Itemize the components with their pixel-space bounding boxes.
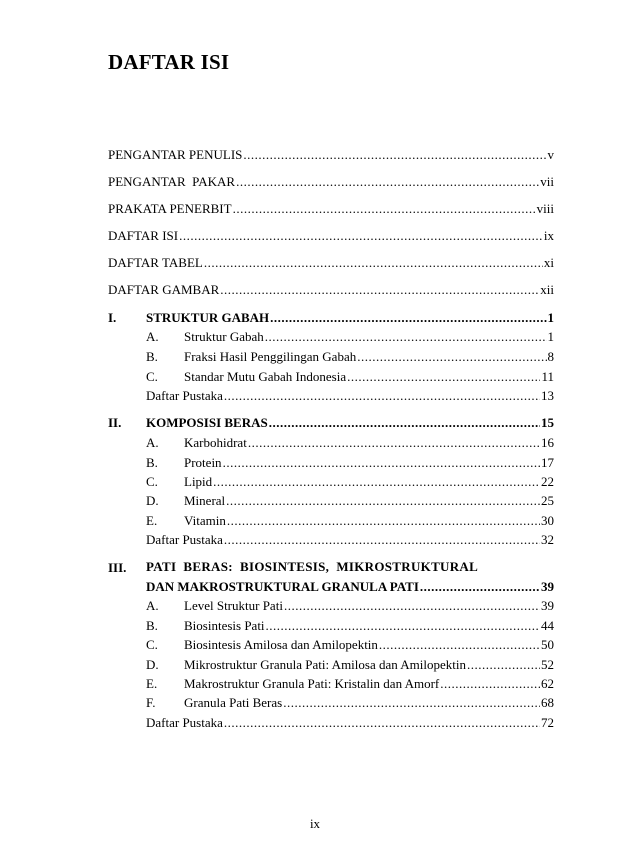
dot-leader <box>420 578 540 595</box>
dot-leader <box>224 387 540 404</box>
toc-page-number: 17 <box>541 455 554 470</box>
toc-entry-front[interactable] <box>108 146 554 163</box>
toc-page-number: 16 <box>541 435 554 450</box>
toc-section-entry[interactable] <box>184 328 554 345</box>
section-letter: A. <box>146 329 159 344</box>
toc-page-number: 68 <box>541 695 554 710</box>
toc-entry-label: DAFTAR GAMBAR <box>108 282 220 297</box>
dot-leader <box>226 492 540 509</box>
section-letter: C. <box>146 474 158 489</box>
toc-page-number: 13 <box>541 388 554 403</box>
section-letter: A. <box>146 598 159 613</box>
dot-leader <box>223 454 540 471</box>
toc-entry-label: PENGANTAR PAKAR <box>108 174 236 189</box>
section-letter: D. <box>146 493 159 508</box>
toc-entry-label: PENGANTAR PENULIS <box>108 147 243 162</box>
section-letter: E. <box>146 676 158 691</box>
dot-leader <box>284 597 540 614</box>
section-label: Lipid <box>184 474 213 489</box>
dot-leader <box>379 636 540 653</box>
section-label: Fraksi Hasil Penggilingan Gabah <box>184 349 357 364</box>
toc-entry-label: PRAKATA PENERBIT <box>108 201 232 216</box>
toc-chapter-entry[interactable] <box>146 309 554 326</box>
toc-page-number: vii <box>540 174 554 189</box>
toc-page-number: 44 <box>541 618 554 633</box>
toc-section-entry[interactable] <box>184 348 554 365</box>
toc-entry-front[interactable] <box>108 254 554 271</box>
toc-entry-front[interactable] <box>108 281 554 298</box>
dot-leader <box>227 512 540 529</box>
toc-page-number: 15 <box>541 415 554 430</box>
toc-references-entry[interactable] <box>146 387 554 404</box>
dot-leader <box>265 328 547 345</box>
section-label: Protein <box>184 455 222 470</box>
section-label: Level Struktur Pati <box>184 598 283 613</box>
dot-leader <box>357 348 546 365</box>
toc-page-number: v <box>547 147 554 162</box>
toc-entry-front[interactable] <box>108 200 554 217</box>
chapter-number: III. <box>108 560 127 575</box>
toc-page-number: 8 <box>547 349 554 364</box>
toc-page-number: viii <box>536 201 554 216</box>
toc-page-number: 72 <box>541 715 554 730</box>
toc-page-number: 22 <box>541 474 554 489</box>
section-label: Struktur Gabah <box>184 329 264 344</box>
toc-page-number: 1 <box>547 329 554 344</box>
toc-page-number: xii <box>540 282 554 297</box>
section-label: Granula Pati Beras <box>184 695 283 710</box>
dot-leader <box>236 173 539 190</box>
section-label: Mikrostruktur Granula Pati: Amilosa dan Amilopektin <box>184 657 467 672</box>
toc-section-entry[interactable] <box>184 512 554 529</box>
toc-page-number: ix <box>543 228 554 243</box>
dot-leader <box>179 227 543 244</box>
toc-page-number: 1 <box>547 310 554 325</box>
section-letter: E. <box>146 513 158 528</box>
toc-page-number: 52 <box>541 657 554 672</box>
toc-entry-front[interactable] <box>108 227 554 244</box>
chapter-number: I. <box>108 310 117 325</box>
toc-section-entry[interactable] <box>184 694 554 711</box>
dot-leader <box>266 617 540 634</box>
dot-leader <box>243 146 546 163</box>
references-label: Daftar Pustaka <box>146 532 223 547</box>
toc-page-number: 32 <box>541 532 554 547</box>
toc-section-entry[interactable] <box>184 636 554 653</box>
dot-leader <box>224 714 540 731</box>
dot-leader <box>269 414 540 431</box>
dot-leader <box>347 368 540 385</box>
references-label: Daftar Pustaka <box>146 715 223 730</box>
toc-page-number: 62 <box>541 676 554 691</box>
dot-leader <box>224 531 540 548</box>
toc-section-entry[interactable] <box>184 617 554 634</box>
dot-leader <box>248 434 540 451</box>
dot-leader <box>283 694 540 711</box>
toc-section-entry[interactable] <box>184 368 554 385</box>
section-label: Makrostruktur Granula Pati: Kristalin dan Amorf <box>184 676 440 691</box>
dot-leader <box>204 254 543 271</box>
references-label: Daftar Pustaka <box>146 388 223 403</box>
toc-page-number: 50 <box>541 637 554 652</box>
section-letter: C. <box>146 637 158 652</box>
toc-section-entry[interactable] <box>184 656 554 673</box>
dot-leader <box>270 309 546 326</box>
toc-page-number: 25 <box>541 493 554 508</box>
chapter-title: KOMPOSISI BERAS <box>146 415 268 430</box>
chapter-title: DAN MAKROSTRUKTURAL GRANULA PATI <box>146 579 419 594</box>
section-letter: C. <box>146 369 158 384</box>
section-letter: D. <box>146 657 159 672</box>
dot-leader <box>440 675 540 692</box>
toc-entry-front[interactable] <box>108 173 554 190</box>
section-letter: B. <box>146 349 158 364</box>
dot-leader <box>233 200 536 217</box>
section-label: Mineral <box>184 493 226 508</box>
section-label: Biosintesis Amilosa dan Amilopektin <box>184 637 378 652</box>
chapter-number: II. <box>108 415 122 430</box>
toc-references-entry[interactable] <box>146 714 554 731</box>
toc-section-entry[interactable] <box>184 597 554 614</box>
chapter-title-line: PATI BERAS: BIOSINTESIS, MIKROSTRUKTURAL <box>146 559 479 574</box>
toc-section-entry[interactable] <box>184 434 554 451</box>
section-label: Standar Mutu Gabah Indonesia <box>184 369 347 384</box>
dot-leader <box>220 281 539 298</box>
toc-section-entry[interactable] <box>184 454 554 471</box>
footer-page-number: ix <box>309 816 321 831</box>
section-label: Biosintesis Pati <box>184 618 265 633</box>
dot-leader <box>467 656 540 673</box>
toc-entry-label: DAFTAR ISI <box>108 228 179 243</box>
section-letter: B. <box>146 618 158 633</box>
dot-leader <box>213 473 540 490</box>
section-letter: F. <box>146 695 156 710</box>
toc-page-number: 39 <box>541 579 554 594</box>
section-letter: A. <box>146 435 159 450</box>
toc-page-number: 39 <box>541 598 554 613</box>
page-title: DAFTAR ISI <box>108 50 230 74</box>
toc-chapter-entry[interactable] <box>146 414 554 431</box>
chapter-title: STRUKTUR GABAH <box>146 310 270 325</box>
toc-page-number: xi <box>543 255 554 270</box>
toc-page-number: 11 <box>541 369 554 384</box>
section-label: Vitamin <box>184 513 226 528</box>
section-label: Karbohidrat <box>184 435 247 450</box>
toc-section-entry[interactable] <box>184 675 554 692</box>
toc-page-number: 30 <box>541 513 554 528</box>
toc-references-entry[interactable] <box>146 531 554 548</box>
toc-entry-label: DAFTAR TABEL <box>108 255 203 270</box>
toc-section-entry[interactable] <box>184 473 554 490</box>
toc-section-entry[interactable] <box>184 492 554 509</box>
toc-chapter-entry[interactable] <box>146 578 554 595</box>
section-letter: B. <box>146 455 158 470</box>
